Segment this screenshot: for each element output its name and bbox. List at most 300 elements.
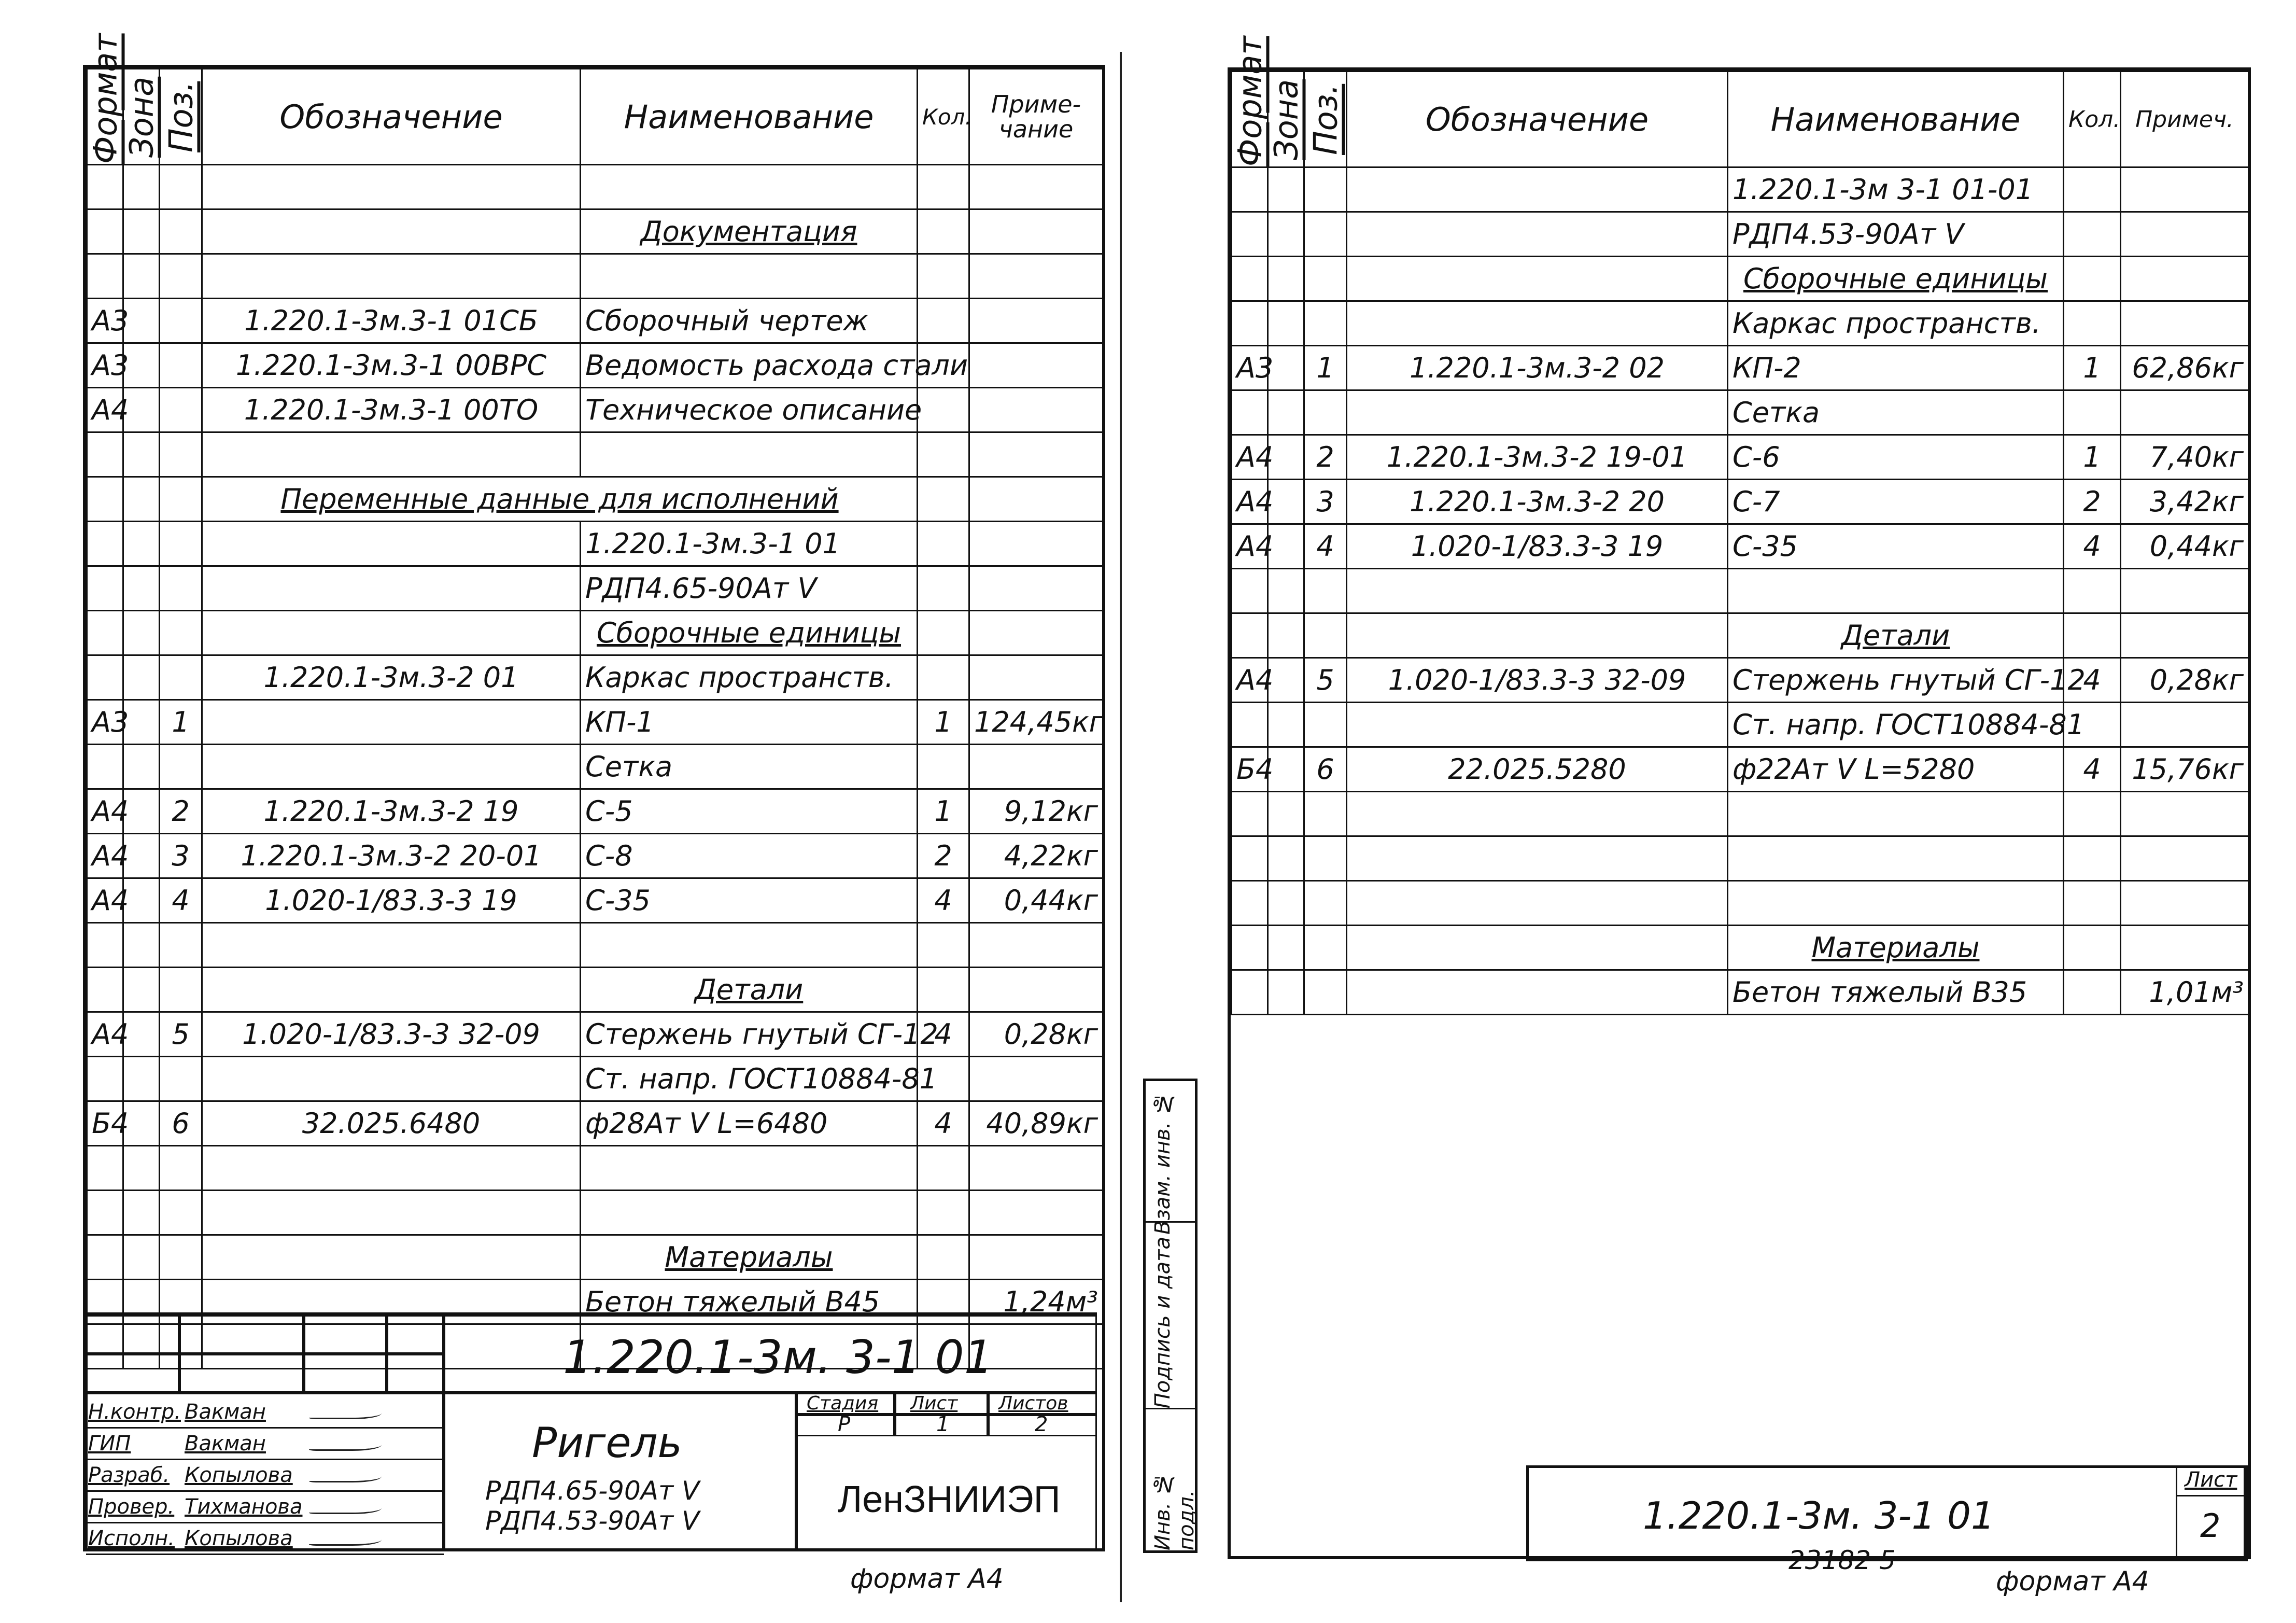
stage-label: Стадия bbox=[807, 1393, 879, 1414]
zone-cell bbox=[123, 611, 160, 655]
qty-cell bbox=[918, 1146, 969, 1191]
zone-cell bbox=[1268, 926, 1304, 970]
format-cell bbox=[1232, 390, 1268, 435]
qty-cell bbox=[918, 968, 969, 1012]
table-row bbox=[87, 1012, 1103, 1057]
format-cell: А4 bbox=[87, 878, 123, 923]
zone-cell bbox=[123, 1012, 160, 1057]
note-cell bbox=[2121, 926, 2249, 970]
format-cell bbox=[1232, 257, 1268, 301]
format-cell bbox=[87, 254, 123, 299]
section-heading: Детали bbox=[1841, 619, 1950, 652]
note-cell bbox=[969, 745, 1103, 789]
designation-cell: 1.220.1-3м.3-2 20 bbox=[1347, 480, 1728, 524]
name-cell: КП-1 bbox=[581, 700, 918, 745]
pos-cell: 5 bbox=[160, 1012, 202, 1057]
pos-cell bbox=[160, 968, 202, 1012]
name-cell: Техническое описание bbox=[581, 388, 918, 432]
sheet-divider bbox=[1120, 52, 1122, 1602]
table-row bbox=[87, 1101, 1103, 1146]
table-row bbox=[87, 968, 1103, 1012]
name-cell bbox=[1728, 881, 2064, 926]
note-cell: 3,42кг bbox=[2121, 480, 2249, 524]
format-cell bbox=[1232, 703, 1268, 747]
format-cell: А4 bbox=[1232, 435, 1268, 480]
note-cell: 1,01м³ bbox=[2121, 970, 2249, 1015]
zone-cell bbox=[123, 655, 160, 700]
note-cell bbox=[969, 432, 1103, 477]
signature-name: Вакман bbox=[185, 1400, 266, 1424]
name-cell: Бетон тяжелый В35 bbox=[1728, 970, 2064, 1015]
zone-cell bbox=[1268, 257, 1304, 301]
qty-cell: 4 bbox=[2064, 524, 2121, 569]
pos-cell bbox=[1304, 970, 1347, 1015]
spec-table-right bbox=[1231, 36, 2249, 1015]
signature-role: Исполн. bbox=[88, 1527, 175, 1550]
name-cell: Сборочный чертеж bbox=[581, 299, 918, 343]
sheet-value-right: 2 bbox=[2200, 1507, 2221, 1545]
note-cell bbox=[2121, 613, 2249, 658]
name-cell bbox=[1728, 257, 2064, 301]
table-row bbox=[1232, 435, 2249, 480]
name-cell bbox=[581, 432, 918, 477]
pos-cell bbox=[1304, 613, 1347, 658]
format-cell bbox=[1232, 836, 1268, 881]
table-row bbox=[1232, 390, 2249, 435]
name-cell: РДП4.53-90Ат V bbox=[1728, 212, 2064, 257]
designation-cell: 1.020-1/83.3-3 32-09 bbox=[202, 1012, 581, 1057]
qty-cell: 1 bbox=[918, 700, 969, 745]
format-cell: А4 bbox=[87, 834, 123, 878]
designation-cell bbox=[1347, 569, 1728, 613]
zone-cell bbox=[1268, 390, 1304, 435]
section-heading: Сборочные единицы bbox=[596, 617, 902, 649]
table-row bbox=[1232, 257, 2249, 301]
format-cell bbox=[87, 566, 123, 611]
name-cell: Ведомость расхода стали bbox=[581, 343, 918, 388]
pos-cell bbox=[160, 254, 202, 299]
pos-cell: 4 bbox=[1304, 524, 1347, 569]
zone-cell bbox=[1268, 613, 1304, 658]
zone-cell bbox=[1268, 569, 1304, 613]
sheet-label: Лист bbox=[910, 1393, 958, 1414]
doc-number: 1.220.1-3м. 3-1 01 bbox=[563, 1331, 993, 1384]
designation-cell bbox=[202, 254, 581, 299]
note-cell: 4,22кг bbox=[969, 834, 1103, 878]
zone-cell bbox=[123, 834, 160, 878]
table-row bbox=[1232, 836, 2249, 881]
signature-name: Тихманова bbox=[185, 1495, 303, 1519]
zone-cell bbox=[1268, 480, 1304, 524]
pos-cell bbox=[1304, 836, 1347, 881]
note-cell bbox=[969, 566, 1103, 611]
table-row bbox=[87, 745, 1103, 789]
name-cell bbox=[581, 611, 918, 655]
format-cell: А4 bbox=[1232, 480, 1268, 524]
pos-cell bbox=[160, 1235, 202, 1280]
header-format: Формат bbox=[86, 33, 124, 164]
qty-cell bbox=[918, 388, 969, 432]
qty-cell: 1 bbox=[2064, 346, 2121, 390]
archive-number: 23182 5 bbox=[1788, 1545, 1896, 1575]
note-cell bbox=[969, 923, 1103, 968]
zone-cell bbox=[1268, 970, 1304, 1015]
zone-cell bbox=[1268, 836, 1304, 881]
qty-cell: 2 bbox=[2064, 480, 2121, 524]
designation-cell bbox=[1347, 836, 1728, 881]
designation-cell: 1.220.1-3м.3-2 19 bbox=[202, 789, 581, 834]
qty-cell bbox=[918, 1191, 969, 1235]
zone-cell bbox=[1268, 301, 1304, 346]
stamp-signature-date: Подпись и дата bbox=[1151, 1237, 1175, 1409]
name-cell: С-8 bbox=[581, 834, 918, 878]
pos-cell: 1 bbox=[1304, 346, 1347, 390]
designation-cell: 1.220.1-3м.3-2 19-01 bbox=[1347, 435, 1728, 480]
signature-mark bbox=[309, 1531, 382, 1546]
table-row bbox=[1232, 301, 2249, 346]
qty-cell bbox=[2064, 212, 2121, 257]
signature-mark bbox=[309, 1436, 382, 1451]
signature-mark bbox=[309, 1499, 382, 1514]
format-cell: А3 bbox=[87, 700, 123, 745]
footer-format-right: формат А4 bbox=[1996, 1566, 2149, 1597]
zone-cell bbox=[123, 968, 160, 1012]
pos-cell bbox=[1304, 792, 1347, 836]
note-cell bbox=[969, 343, 1103, 388]
variant-2: РДП4.53-90Ат V bbox=[485, 1506, 700, 1536]
format-cell bbox=[1232, 613, 1268, 658]
table-row bbox=[1232, 926, 2249, 970]
note-cell: 15,76кг bbox=[2121, 747, 2249, 792]
name-cell: С-35 bbox=[581, 878, 918, 923]
designation-cell bbox=[202, 209, 581, 254]
format-cell: А3 bbox=[87, 343, 123, 388]
designation-cell bbox=[1347, 390, 1728, 435]
format-cell bbox=[1232, 569, 1268, 613]
table-row bbox=[87, 1235, 1103, 1280]
format-cell: А4 bbox=[1232, 658, 1268, 703]
note-cell bbox=[2121, 881, 2249, 926]
qty-cell bbox=[918, 254, 969, 299]
note-cell bbox=[2121, 703, 2249, 747]
name-cell: РДП4.65-90Ат V bbox=[581, 566, 918, 611]
zone-cell bbox=[123, 566, 160, 611]
zone-cell bbox=[1268, 435, 1304, 480]
note-cell bbox=[969, 1057, 1103, 1101]
pos-cell: 3 bbox=[160, 834, 202, 878]
sheet-label-right: Лист bbox=[2185, 1468, 2237, 1492]
zone-cell bbox=[123, 1146, 160, 1191]
qty-cell bbox=[2064, 970, 2121, 1015]
qty-cell bbox=[2064, 301, 2121, 346]
note-cell bbox=[969, 1235, 1103, 1280]
zone-cell bbox=[123, 1101, 160, 1146]
designation-cell bbox=[1347, 703, 1728, 747]
name-cell bbox=[1728, 613, 2064, 658]
header-qty: Кол. bbox=[918, 69, 969, 165]
table-row bbox=[1232, 747, 2249, 792]
designation-cell bbox=[202, 745, 581, 789]
table-row bbox=[87, 477, 1103, 522]
note-cell: 0,44кг bbox=[2121, 524, 2249, 569]
qty-cell: 2 bbox=[918, 834, 969, 878]
designation-cell bbox=[202, 165, 581, 209]
designation-cell bbox=[202, 432, 581, 477]
qty-cell: 1 bbox=[918, 789, 969, 834]
format-cell: А4 bbox=[87, 789, 123, 834]
signature-row bbox=[86, 1460, 444, 1492]
designation-cell bbox=[1347, 613, 1728, 658]
format-cell: Б4 bbox=[1232, 747, 1268, 792]
format-cell: А4 bbox=[1232, 524, 1268, 569]
pos-cell bbox=[160, 611, 202, 655]
pos-cell bbox=[1304, 301, 1347, 346]
format-cell bbox=[87, 1235, 123, 1280]
sheet-left bbox=[83, 33, 1105, 1551]
section-heading: Документация bbox=[640, 215, 857, 248]
section-heading-text: Переменные данные для исполнений bbox=[280, 483, 839, 515]
name-cell bbox=[581, 254, 918, 299]
header-designation: Обозначение bbox=[1347, 72, 1728, 167]
qty-cell bbox=[918, 299, 969, 343]
name-cell bbox=[581, 1146, 918, 1191]
note-cell bbox=[969, 477, 1103, 522]
qty-cell bbox=[2064, 569, 2121, 613]
format-cell bbox=[87, 432, 123, 477]
name-cell: Ст. напр. ГОСТ10884-81 bbox=[1728, 703, 2064, 747]
name-cell bbox=[581, 968, 918, 1012]
designation-cell bbox=[202, 1235, 581, 1280]
note-cell bbox=[969, 1146, 1103, 1191]
format-cell bbox=[87, 1057, 123, 1101]
pos-cell: 3 bbox=[1304, 480, 1347, 524]
designation-cell bbox=[202, 700, 581, 745]
format-cell: А4 bbox=[87, 1012, 123, 1057]
name-cell bbox=[581, 923, 918, 968]
section-heading: Детали bbox=[694, 973, 804, 1006]
designation-cell: 1.220.1-3м.3-1 00ВРС bbox=[202, 343, 581, 388]
zone-cell bbox=[123, 165, 160, 209]
zone-cell bbox=[123, 1057, 160, 1101]
designation-cell: 1.020-1/83.3-3 19 bbox=[1347, 524, 1728, 569]
header-designation: Обозначение bbox=[202, 69, 581, 165]
zone-cell bbox=[123, 1235, 160, 1280]
drawing-title: Ригель bbox=[532, 1419, 682, 1467]
name-cell: ф28Ат V L=6480 bbox=[581, 1101, 918, 1146]
name-cell: 1.220.1-3м.3-1 01 bbox=[581, 522, 918, 566]
zone-cell bbox=[1268, 524, 1304, 569]
note-cell bbox=[969, 1191, 1103, 1235]
table-row bbox=[87, 789, 1103, 834]
name-cell: Стержень гнутый СГ-12 bbox=[581, 1012, 918, 1057]
format-cell bbox=[87, 209, 123, 254]
signature-name: Копылова bbox=[185, 1527, 293, 1550]
name-cell: Сетка bbox=[1728, 390, 2064, 435]
pos-cell bbox=[1304, 703, 1347, 747]
qty-cell bbox=[918, 923, 969, 968]
zone-cell bbox=[123, 388, 160, 432]
table-row bbox=[87, 611, 1103, 655]
format-cell bbox=[87, 968, 123, 1012]
note-cell: 0,28кг bbox=[2121, 658, 2249, 703]
header-note: Примеч. bbox=[2121, 72, 2249, 167]
designation-cell bbox=[1347, 970, 1728, 1015]
pos-cell bbox=[160, 388, 202, 432]
name-cell: С-35 bbox=[1728, 524, 2064, 569]
table-row bbox=[1232, 569, 2249, 613]
table-row bbox=[87, 432, 1103, 477]
designation-cell bbox=[1347, 257, 1728, 301]
sheet-right bbox=[1228, 36, 2251, 1559]
format-cell bbox=[1232, 167, 1268, 212]
zone-cell bbox=[123, 254, 160, 299]
format-cell: Б4 bbox=[87, 1101, 123, 1146]
format-cell bbox=[87, 745, 123, 789]
note-cell bbox=[969, 655, 1103, 700]
sheets-value: 2 bbox=[1035, 1412, 1048, 1436]
zone-cell bbox=[123, 343, 160, 388]
table-row bbox=[1232, 792, 2249, 836]
table-row bbox=[1232, 346, 2249, 390]
zone-cell bbox=[1268, 212, 1304, 257]
format-cell bbox=[87, 923, 123, 968]
qty-cell bbox=[918, 566, 969, 611]
doc-number-right: 1.220.1-3м. 3-1 01 bbox=[1643, 1494, 1995, 1537]
name-cell: Каркас пространств. bbox=[1728, 301, 2064, 346]
format-cell bbox=[87, 522, 123, 566]
note-cell: 40,89кг bbox=[969, 1101, 1103, 1146]
designation-cell: 32.025.6480 bbox=[202, 1101, 581, 1146]
pos-cell: 2 bbox=[160, 789, 202, 834]
name-cell bbox=[1728, 836, 2064, 881]
format-cell bbox=[87, 1191, 123, 1235]
note-cell: 7,40кг bbox=[2121, 435, 2249, 480]
designation-cell: 1.220.1-3м.3-2 01 bbox=[202, 655, 581, 700]
designation-cell bbox=[202, 968, 581, 1012]
name-cell bbox=[1728, 792, 2064, 836]
qty-cell: 4 bbox=[918, 1101, 969, 1146]
designation-cell: 1.220.1-3м.3-1 01СБ bbox=[202, 299, 581, 343]
designation-cell bbox=[202, 1146, 581, 1191]
signature-role: Провер. bbox=[88, 1495, 175, 1519]
pos-cell: 2 bbox=[1304, 435, 1347, 480]
designation-cell bbox=[202, 522, 581, 566]
pos-cell bbox=[160, 209, 202, 254]
signature-role: Н.контр. bbox=[88, 1400, 181, 1424]
pos-cell bbox=[1304, 257, 1347, 301]
zone-cell bbox=[123, 923, 160, 968]
pos-cell bbox=[160, 432, 202, 477]
name-cell bbox=[581, 1235, 918, 1280]
zone-cell bbox=[123, 299, 160, 343]
zone-cell bbox=[1268, 792, 1304, 836]
qty-cell bbox=[918, 477, 969, 522]
format-cell bbox=[87, 477, 123, 522]
designation-cell bbox=[202, 1191, 581, 1235]
header-pos: Поз. bbox=[160, 69, 202, 165]
stage-value: Р bbox=[838, 1412, 851, 1436]
stamp-inv-podl: Инв. № подл. bbox=[1151, 1472, 1199, 1550]
table-row bbox=[87, 834, 1103, 878]
qty-cell bbox=[2064, 836, 2121, 881]
qty-cell bbox=[918, 432, 969, 477]
name-cell bbox=[1728, 569, 2064, 613]
signature-mark bbox=[309, 1467, 382, 1482]
format-cell: А4 bbox=[87, 388, 123, 432]
format-cell bbox=[1232, 301, 1268, 346]
format-cell: А3 bbox=[87, 299, 123, 343]
header-pos: Поз. bbox=[1304, 72, 1347, 167]
zone-cell bbox=[123, 209, 160, 254]
table-row bbox=[87, 700, 1103, 745]
note-cell: 9,12кг bbox=[969, 789, 1103, 834]
qty-cell bbox=[918, 522, 969, 566]
note-cell bbox=[2121, 212, 2249, 257]
qty-cell bbox=[2064, 792, 2121, 836]
title-block bbox=[86, 1312, 1097, 1551]
pos-cell bbox=[1304, 390, 1347, 435]
table-row bbox=[87, 566, 1103, 611]
table-row bbox=[87, 165, 1103, 209]
note-cell bbox=[2121, 167, 2249, 212]
section-heading bbox=[202, 477, 918, 522]
table-row bbox=[87, 522, 1103, 566]
format-cell bbox=[1232, 926, 1268, 970]
table-row bbox=[1232, 524, 2249, 569]
format-cell bbox=[87, 165, 123, 209]
qty-cell bbox=[2064, 257, 2121, 301]
note-cell bbox=[969, 968, 1103, 1012]
table-row bbox=[1232, 480, 2249, 524]
table-row bbox=[87, 1191, 1103, 1235]
header-note: Приме- чание bbox=[969, 69, 1103, 165]
qty-cell bbox=[918, 1235, 969, 1280]
qty-cell bbox=[918, 745, 969, 789]
signature-role: Разраб. bbox=[88, 1463, 170, 1487]
designation-cell: 1.220.1-3м.3-2 02 bbox=[1347, 346, 1728, 390]
pos-cell bbox=[1304, 926, 1347, 970]
name-cell: С-7 bbox=[1728, 480, 2064, 524]
pos-cell: 6 bbox=[160, 1101, 202, 1146]
section-heading: Сборочные единицы bbox=[1743, 262, 2048, 295]
designation-cell bbox=[1347, 926, 1728, 970]
name-cell: 1.220.1-3м 3-1 01-01 bbox=[1728, 167, 2064, 212]
pos-cell bbox=[160, 477, 202, 522]
pos-cell bbox=[160, 923, 202, 968]
table-row bbox=[87, 299, 1103, 343]
zone-cell bbox=[1268, 747, 1304, 792]
table-row bbox=[87, 1057, 1103, 1101]
section-heading: Материалы bbox=[665, 1241, 833, 1274]
signature-mark bbox=[309, 1404, 382, 1419]
note-cell bbox=[2121, 390, 2249, 435]
qty-cell bbox=[2064, 881, 2121, 926]
table-row bbox=[87, 878, 1103, 923]
header-zone: Зона bbox=[123, 69, 160, 165]
pos-cell bbox=[160, 1057, 202, 1101]
zone-cell bbox=[123, 522, 160, 566]
qty-cell bbox=[2064, 613, 2121, 658]
name-cell: КП-2 bbox=[1728, 346, 2064, 390]
note-cell bbox=[2121, 257, 2249, 301]
zone-cell bbox=[1268, 658, 1304, 703]
zone-cell bbox=[1268, 167, 1304, 212]
note-cell bbox=[969, 611, 1103, 655]
designation-cell bbox=[1347, 881, 1728, 926]
name-cell bbox=[1728, 926, 2064, 970]
designation-cell bbox=[202, 566, 581, 611]
pos-cell bbox=[160, 299, 202, 343]
